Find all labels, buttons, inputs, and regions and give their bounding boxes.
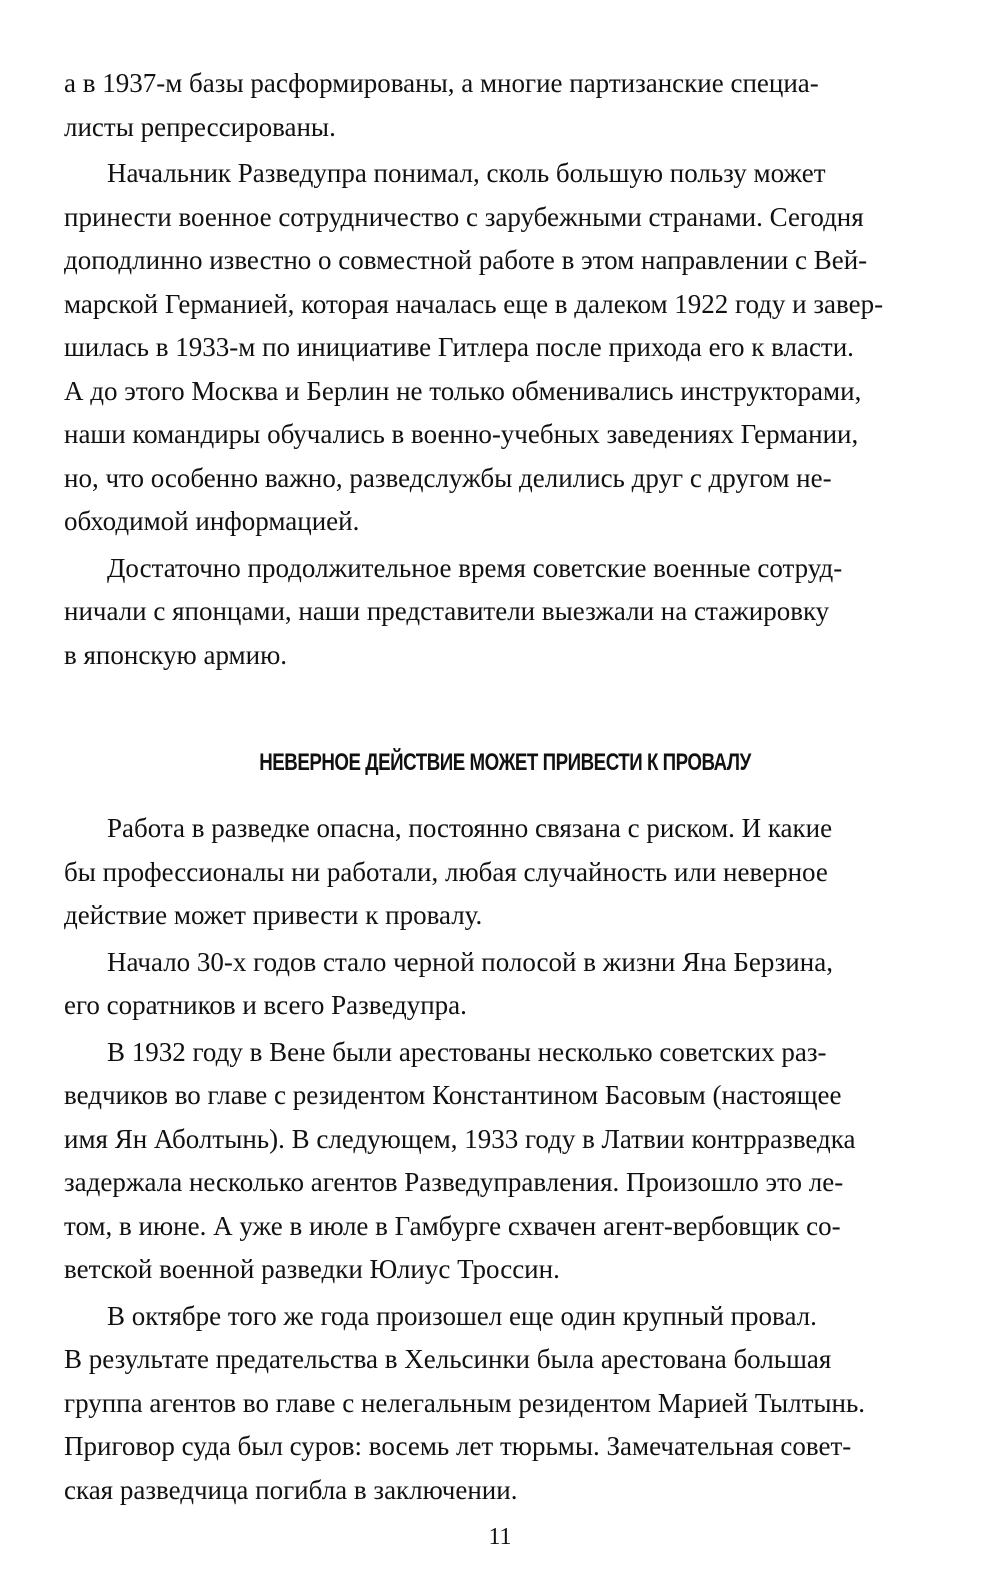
text-line: его соратников и всего Разведупра.: [64, 990, 467, 1020]
text-line: обходимой информацией.: [64, 506, 360, 536]
text-line: Достаточно продолжительное время советские военные сотруд-: [107, 552, 843, 583]
text-line: листы репрессированы.: [64, 111, 336, 142]
text-line: действие может привести к провалу.: [64, 900, 483, 930]
text-block-bottom: [64, 807, 946, 1512]
paragraph: [64, 547, 946, 678]
paragraph: [64, 941, 946, 1028]
text-line: В результате предательства в Хельсинки была арестована большая: [64, 1344, 832, 1374]
text-line: а в 1937-м базы расформированы, а многие партизанские специа-: [64, 68, 819, 98]
page-number: 11: [488, 1524, 512, 1550]
paragraph: [64, 807, 946, 938]
text-line: ветской военной разведки Юлиус Троссин.: [64, 1254, 560, 1284]
text-line: ская разведчица погибла в заключении.: [64, 1474, 518, 1505]
text-line: В октябре того же года произошел еще один крупный провал.: [107, 1300, 817, 1331]
text-line: Работа в разведке опасна, постоянно связана с риском. И какие: [107, 813, 833, 843]
paragraph: [64, 1031, 946, 1292]
text-line: принести военное сотрудничество с зарубежными странами. Сегодня: [64, 201, 864, 232]
text-line: доподлинно известно о совместной работе в этом направлении с Вей-: [64, 245, 868, 275]
text-line: В 1932 году в Вене были арестованы несколько советских раз-: [107, 1036, 827, 1067]
text-line: наши командиры обучались в военно-учебных заведениях Германии,: [64, 419, 859, 449]
text-block-top: [64, 62, 946, 677]
section-heading: НЕВЕРНОЕ ДЕЙСТВИЕ МОЖЕТ ПРИВЕСТИ К ПРОВАЛУ: [259, 749, 751, 776]
text-line: имя Ян Аболтынь). В следующем, 1933 году в Латвии контрразведка: [64, 1123, 856, 1154]
text-line: том, в июне. А уже в июле в Гамбурге схвачен агент-вербовщик со-: [64, 1210, 841, 1241]
text-line: шилась в 1933-м по инициативе Гитлера после прихода его к власти.: [64, 332, 854, 362]
text-line: в японскую армию.: [64, 639, 287, 670]
text-line: А до этого Москва и Берлин не только обменивались инструкторами,: [64, 375, 862, 406]
text-line: но, что особенно важно, разведслужбы делились друг с другом не-: [64, 462, 832, 493]
text-line: Начальник Разведупра понимал, сколь большую пользу может: [107, 158, 826, 188]
text-line: марской Германией, которая началась еще в далеком 1922 году и завер-: [64, 288, 884, 319]
paragraph: [64, 152, 946, 544]
text-line: Приговор суда был суров: восемь лет тюрьмы. Замечательная совет-: [64, 1431, 852, 1461]
text-line: группа агентов во главе с нелегальным резидентом Марией Тылтынь.: [64, 1387, 866, 1418]
text-line: бы профессионалы ни работали, любая случайность или неверное: [64, 856, 828, 887]
page-content: [64, 62, 946, 1512]
text-line: задержала несколько агентов Разведуправления. Произошло это ле-: [64, 1167, 844, 1197]
text-line: ничали с японцами, наши представители выезжали на стажировку: [64, 596, 830, 626]
paragraph: [64, 62, 946, 149]
paragraph: [64, 1295, 946, 1513]
text-line: ведчиков во главе с резидентом Константином Басовым (настоящее: [64, 1080, 842, 1110]
text-line: Начало 30-х годов стало черной полосой в жизни Яна Берзина,: [107, 946, 833, 977]
